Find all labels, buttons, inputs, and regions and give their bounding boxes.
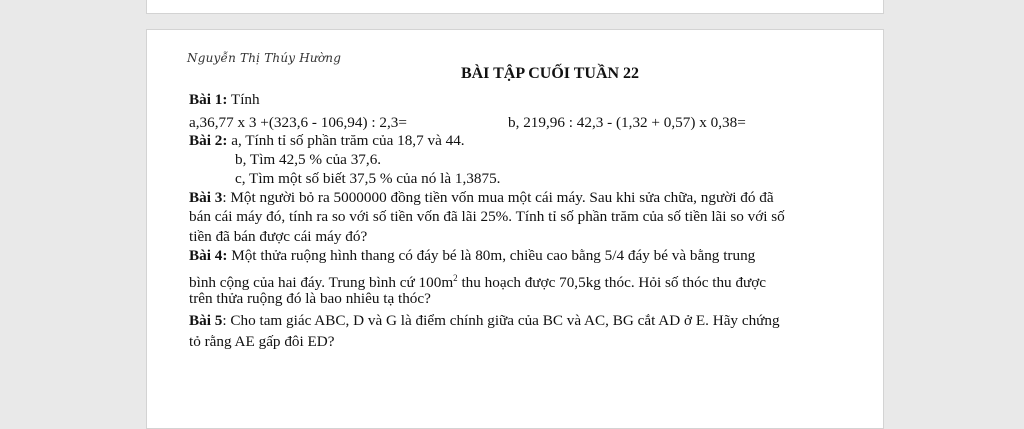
bai2-part-a: a, Tính tỉ số phần trăm của 18,7 và 44.	[227, 132, 465, 149]
bai5-text-1: : Cho tam giác ABC, D và G là điểm chính giữa của BC và AC, BG cắt AD ở E. Hãy chứng	[222, 312, 780, 329]
bai3-line3: tiền đã bán được cái máy đó?	[189, 228, 368, 245]
bai1-heading	[189, 90, 260, 110]
bai1-text: Tính	[227, 91, 260, 108]
previous-page-edge	[146, 0, 884, 14]
bai4-text-1: Một thửa ruộng hình thang có đáy bé là 80m, chiều cao bằng 5/4 đáy bé và bằng trung	[227, 247, 756, 264]
bai1-part-a: a,36,77 x 3 +(323,6 - 106,94) : 2,3=	[189, 114, 407, 131]
bai5-label: Bài 5	[189, 312, 223, 329]
bai2-label: Bài 2:	[189, 132, 228, 149]
document-title: BÀI TẬP CUỐI TUẦN 22	[460, 65, 640, 82]
document-page	[146, 29, 884, 429]
bai1-label: Bài 1:	[189, 91, 228, 108]
bai4-label: Bài 4:	[189, 247, 228, 264]
bai3-label: Bài 3	[189, 189, 223, 206]
bai3-line1	[189, 188, 774, 208]
bai4-text-2b: thu hoạch được 70,5kg thóc. Hỏi số thóc thu được	[457, 274, 767, 292]
bai5-line2: tỏ rằng AE gấp đôi ED?	[189, 333, 335, 350]
bai2-heading	[189, 131, 465, 151]
bai4-text-2a: bình cộng của hai đáy. Trung bình cứ 100m	[189, 274, 454, 292]
bai2-part-c: c, Tìm một số biết 37,5 % của nó là 1,3875.	[235, 170, 501, 187]
bai3-line2: bán cái máy đó, tính ra so với số tiền vốn đã lãi 25%. Tính tỉ số phần trăm của số tiền lãi so với số	[189, 208, 785, 225]
bai4-superscript: 2	[453, 273, 458, 283]
bai1-part-b: b, 219,96 : 42,3 - (1,32 + 0,57) x 0,38=	[508, 114, 746, 131]
bai5-line1	[189, 311, 780, 331]
bai4-line1	[189, 246, 755, 266]
author-signature: Nguyễn Thị Thúy Hường	[187, 51, 342, 65]
bai4-line3: trên thửa ruộng đó là bao nhiêu tạ thóc?	[189, 290, 431, 307]
bai3-text-1: : Một người bỏ ra 5000000 đồng tiền vốn mua một cái máy. Sau khi sửa chữa, người đó đã	[222, 189, 774, 206]
bai2-part-b: b, Tìm 42,5 % của 37,6.	[235, 151, 382, 168]
